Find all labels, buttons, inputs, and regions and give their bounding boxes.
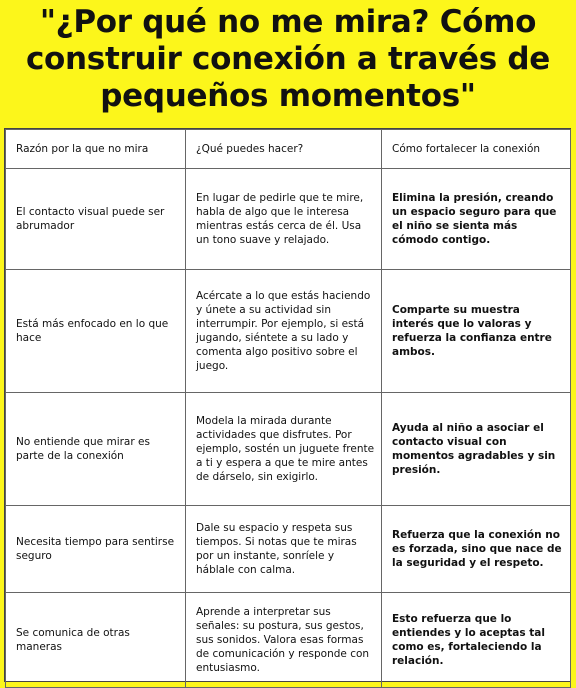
table-header-row (6, 130, 571, 169)
connection-cell: Elimina la presión, creando un espacio seguro para que el niño se sienta más cómodo contigo. (382, 169, 571, 270)
connection-cell: Comparte su muestra interés que lo valoras y refuerza la confianza entre ambos. (382, 270, 571, 393)
action-cell: En lugar de pedirle que te mire, habla de algo que le interesa mientras estás cerca de él. Usa un tono suave y relajado. (186, 169, 382, 270)
table-row (6, 169, 571, 270)
action-cell: Dale su espacio y respeta sus tiempos. Si notas que te miras por un instante, sonríele y háblale con calma. (186, 506, 382, 593)
info-table (4, 128, 571, 682)
header-reason: Razón por la que no mira (6, 130, 186, 169)
connection-cell: Refuerza que la conexión no es forzada, sino que nace de la seguridad y el respeto. (382, 506, 571, 593)
connection-cell: Ayuda al niño a asociar el contacto visual con momentos agradables y sin presión. (382, 393, 571, 506)
table-row (6, 270, 571, 393)
table-row (6, 593, 571, 688)
action-cell: Modela la mirada durante actividades que disfrutes. Por ejemplo, sostén un juguete frente a ti y espera a que te mire antes de dárselo, sin exigirlo. (186, 393, 382, 506)
header-action: ¿Qué puedes hacer? (186, 130, 382, 169)
reason-cell: Se comunica de otras maneras (6, 593, 186, 688)
action-cell: Acércate a lo que estás haciendo y únete a su actividad sin interrumpir. Por ejemplo, si está jugando, siéntete a su lado y comenta algo positivo sobre el juego. (186, 270, 382, 393)
reason-cell: El contacto visual puede ser abrumador (6, 169, 186, 270)
table-row (6, 393, 571, 506)
page-title: "¿Por qué no me mira? Cómo construir conexión a través de pequeños momentos" (25, 4, 551, 114)
table-row (6, 506, 571, 593)
action-cell: Aprende a interpretar sus señales: su postura, sus gestos, sus sonidos. Valora esas formas de comunicación y responde con entusiasmo. (186, 593, 382, 688)
connection-cell: Esto refuerza que lo entiendes y lo aceptas tal como es, fortaleciendo la relación. (382, 593, 571, 688)
reason-cell: No entiende que mirar es parte de la conexión (6, 393, 186, 506)
header-connection: Cómo fortalecer la conexión (382, 130, 571, 169)
reason-cell: Necesita tiempo para sentirse seguro (6, 506, 186, 593)
reason-cell: Está más enfocado en lo que hace (6, 270, 186, 393)
